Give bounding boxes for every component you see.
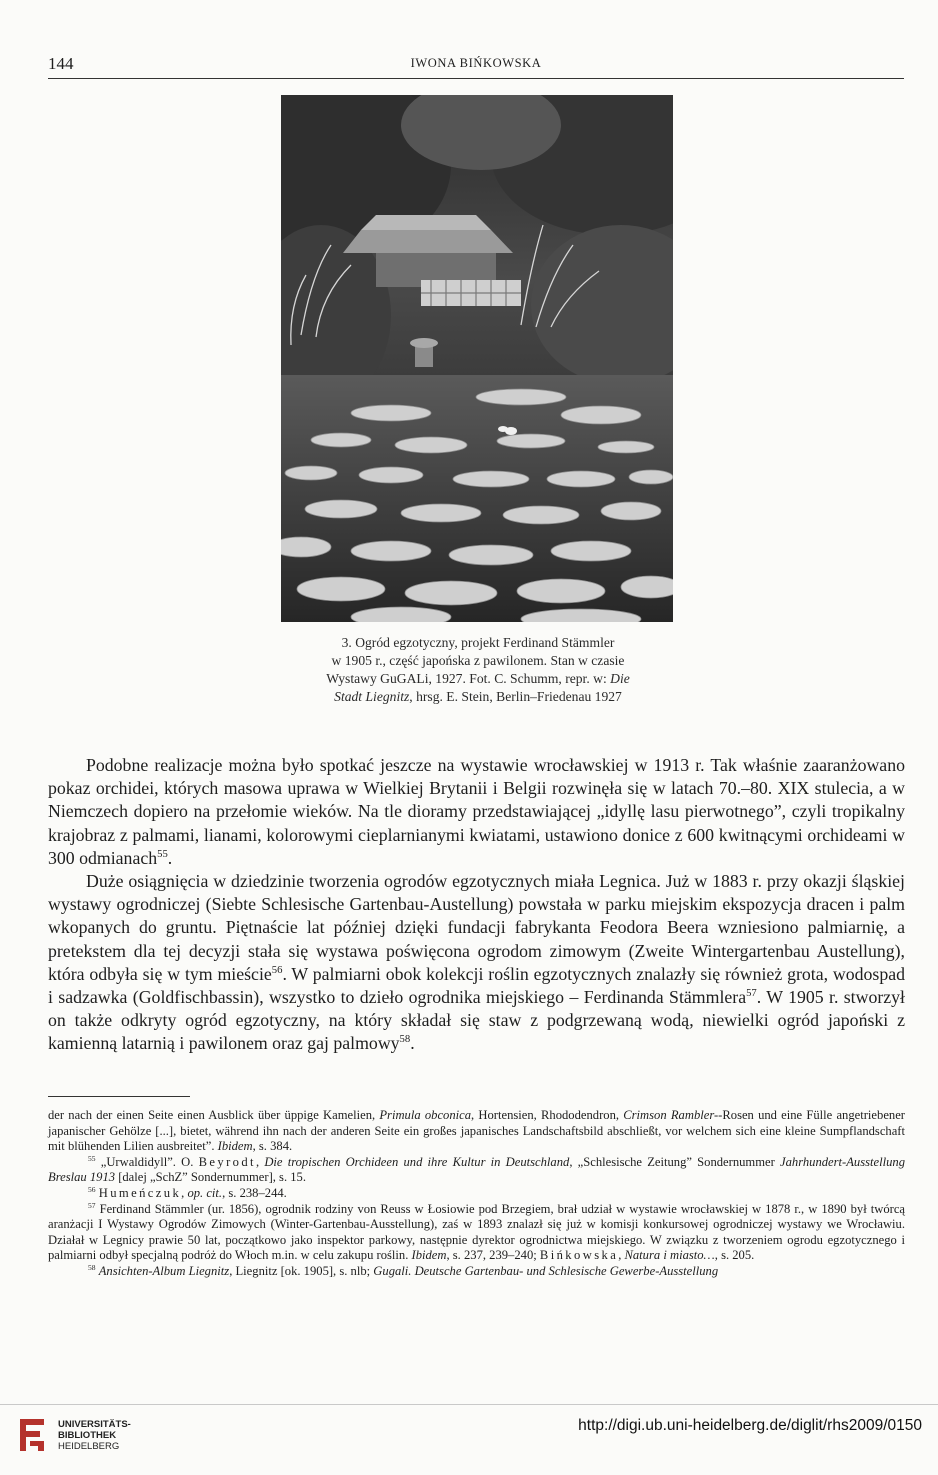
figure-caption — [270, 634, 686, 706]
footnote-italic: Crimson Rambler- — [623, 1108, 719, 1122]
library-logo-icon[interactable] — [14, 1415, 50, 1455]
running-head — [48, 52, 904, 79]
footnote-spaced: Bińkowska — [539, 1248, 619, 1263]
footnote-number: 55 — [88, 1153, 96, 1163]
footnote-text: , s. 237, 239–240; — [446, 1248, 540, 1263]
footnote-italic: Natura i miasto… — [624, 1248, 715, 1263]
paragraph-text: Podobne realizacje można było spotkać jeszcze na wystawie wrocławskiej w 1913 r. Tak właśnie zaaranżowano pokaz orchidei, których masowa uprawa w Wielkiej Brytanii i Belgii rozwinęła się w latach 70.–80. XIX stulecia, a w Niemczech dopiero na przełomie wieków. Na tle dioramy przedstawiającej „idyllę lasu pierwotnego”, czyli tropikalny krajobraz z palmami, lianami, kolorowymi cieplarnianymi kwiatami, ustawiono donice z 600 kwitnącymi orchideami w 300 odmianach — [48, 755, 905, 868]
footnote-text: , s. 384. — [252, 1139, 293, 1154]
footnote-number: 56 — [88, 1184, 96, 1194]
paragraph-text: . W 1905 r. stworzył on także odkryty ogród egzotyczny, na który składał się staw z podgrzewaną wodą, niewielki ogród japoński z kamienną latarnią i pawilonem oraz gaj palmowy — [48, 987, 905, 1054]
footnote-number: 58 — [88, 1262, 96, 1272]
page-number: 144 — [48, 54, 74, 73]
footnote-text: , s. 238–244. — [222, 1185, 287, 1200]
footnote-italic: Jahrhundert-Ausstellung Breslau 1913 — [48, 1154, 906, 1185]
footnote-text: , — [255, 1154, 265, 1169]
footnote-text: , — [181, 1185, 188, 1200]
paragraph-text: . W palmiarni obok kolekcji roślin egzotycznych znalazły się również grota, wodospad i sadzawka (Goldfischbassin), wszystko to dzieło ogrodnika miejskiego – Ferdinanda Stämmlera — [48, 963, 906, 1008]
library-name-line: UNIVERSITÄTS- — [58, 1419, 131, 1430]
body-text — [48, 754, 905, 1056]
paragraph-text: Duże osiągnięcia w dziedzinie tworzenia ogrodów egzotycznych miała Legnica. Już w 1883 r. przy okazji śląskiej wystawy ogrodniczej (Siebte Schlesische Gartenbau-Austellung) powstała w parku miejskim ekspozycja dracen i palm wkopanych do gruntu. Piętnaście lat później dzięki fundacji fabrykanta Feodora Beera wzniesiono palmiarnię, a pretekstem dla tej decyzji stała się wystawa poświęcona ogrodom zimowym (Zweite Wintergartenbau Austellung), która odbyła się w tym mieście — [48, 871, 905, 984]
footnote-ref: 58 — [399, 1033, 411, 1046]
footnotes — [48, 1108, 905, 1280]
caption-line: w 1905 r., część japońska z pawilonem. Stan w czasie — [331, 653, 625, 668]
footnote-text: , „Schlesische Zeitung” Sondernummer — [569, 1154, 781, 1169]
footnote-italic: Die tropischen Orchideen und ihre Kultur in Deutschland — [264, 1154, 570, 1169]
paragraph — [48, 870, 905, 1056]
footnote-58 — [48, 1264, 905, 1280]
footnote-56 — [48, 1186, 905, 1202]
footnote-italic: Ibidem — [411, 1248, 447, 1263]
digitization-footer — [0, 1404, 938, 1475]
caption-italic: Stadt Liegnitz — [334, 689, 410, 704]
caption-line: 3. Ogród egzotyczny, projekt Ferdinand Stämmler — [341, 635, 615, 650]
footnote-text: , — [618, 1248, 625, 1263]
footnote-italic: Ibidem — [217, 1139, 253, 1154]
library-name[interactable] — [58, 1419, 131, 1452]
footnote-57 — [48, 1202, 905, 1264]
footnote-italic: op. cit. — [187, 1185, 223, 1200]
footnote-spaced: Humeńczuk — [98, 1185, 182, 1200]
footnote-text: der nach der einen Seite einen Ausblick über üppige Kamelien, — [48, 1108, 380, 1122]
caption-line — [270, 688, 686, 706]
footnote-italic: Ansichten-Album Liegnitz — [98, 1263, 230, 1278]
library-name-line: BIBLIOTHEK — [58, 1430, 117, 1441]
footnote-text: [dalej „SchZ” Sondernummer], s. 15. — [115, 1170, 307, 1185]
source-url-link[interactable]: http://digi.ub.uni-heidelberg.de/diglit/rhs2009/0150 — [578, 1417, 922, 1434]
footnote-number: 57 — [88, 1200, 96, 1210]
footnote-ref: 57 — [746, 987, 757, 1000]
footnote-55 — [48, 1155, 905, 1186]
footnote-italic: Primula obconica — [379, 1108, 472, 1122]
caption-text: , hrsg. E. Stein, Berlin–Friedenau 1927 — [409, 689, 622, 704]
footnote-ref: 56 — [271, 963, 283, 976]
footnote-italic: Gugali. Deutsche Gartenbau- und Schlesische Gewerbe-Ausstellung — [373, 1263, 719, 1278]
paragraph-text: . — [410, 1033, 415, 1054]
caption-text: Wystawy GuGALi, 1927. Fot. C. Schumm, repr. w: — [326, 671, 611, 686]
paragraph — [48, 754, 905, 870]
caption-line — [270, 670, 686, 688]
footnote-divider — [48, 1096, 190, 1097]
footnote-spaced: Beyrodt — [198, 1154, 256, 1169]
footnote-text: , Hortensien, Rhododendron, — [471, 1108, 624, 1122]
footnote-text: -Rosen und eine Fülle angetriebener japanischer Gehölze [...], bietet, während ihn nach der anderen Seite ein großes japanisches Landschaftsbild abschließt, vor welchem sich eine kleine Sumpflandschaft mit blühenden Lilien ausbreitet”. — [48, 1108, 905, 1154]
library-name-line: HEIDELBERG — [58, 1441, 120, 1452]
caption-italic: Die — [610, 671, 630, 686]
footnote-text: Ferdinand Stämmler (ur. 1856), ogrodnik rodziny von Reuss w Łosiowie pod Brzegiem, brał udział w wystawie wrocławskiej w 1878 r., w 1890 był twórcą aranżacji I Wystawy Ogrodów Zimowych (Winter-Gartenbau-Ausstellung), zaś w 1893 znalazł się już w komisji konkursowej ogrodniczej wystawy we Wrocławiu. Działał w Legnicy prawie 50 lat, początkowo jako inspektor parkowy, następnie dyrektor ogrodnictwa miejskiego. W związku z tworzeniem ogrodu egzotycznego i palmiarni odbył specjalną podróż do Włoch m.in. w celu zakupu roślin. — [48, 1201, 905, 1263]
footnote-text: , Liegnitz [ok. 1905], s. nlb; — [229, 1263, 374, 1278]
running-head-author: IWONA BIŃKOWSKA — [410, 56, 542, 70]
footnote-text: , s. 205. — [714, 1248, 755, 1263]
footnote-text: „Urwaldidyll”. O. — [95, 1154, 199, 1169]
paragraph-text: . — [167, 847, 173, 868]
footnote-ref: 55 — [157, 847, 168, 860]
photograph-japanese-garden — [281, 95, 673, 622]
footnote-continuation — [48, 1108, 905, 1155]
